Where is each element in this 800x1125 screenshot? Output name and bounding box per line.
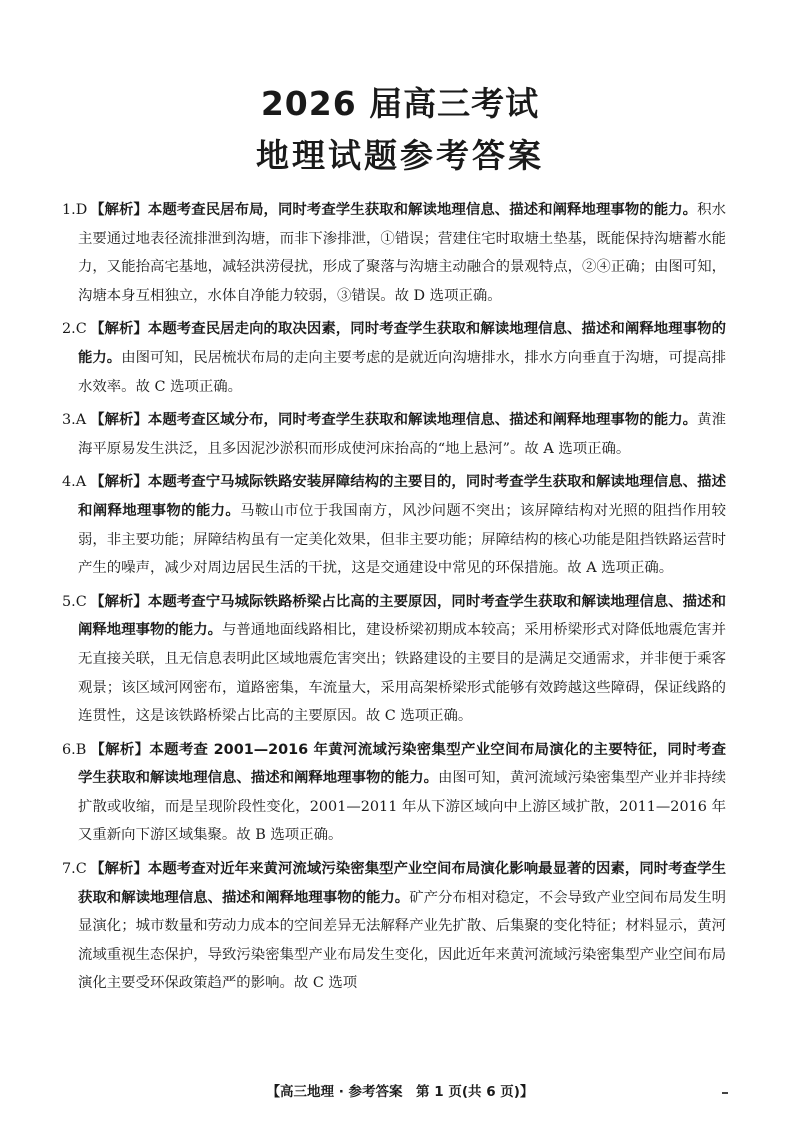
- item-body: 黄淮海平原易发生洪泛，且多因泥沙淤积而形成使河床抬高的“地上悬河”。故 A 选项正确。: [78, 412, 726, 457]
- answer-item: [62, 736, 726, 850]
- item-lead: 本题考查宁马城际铁路桥梁占比高的主要原因，同时考查学生获取和解读地理信息、描述和阐释地理事物的能力。: [78, 593, 726, 639]
- answer-item: [62, 855, 726, 998]
- item-number: 6.B: [62, 741, 87, 758]
- item-answer: C: [75, 321, 87, 338]
- item-body: 与普通地面线路相比，建设桥梁初期成本较高；采用桥梁形式对降低地震危害并无直接关联，且无信息表明此区域地震危害突出；铁路建设的主要目的是满足交通需求，并非便于乘客观景；该区域河网密布，道路密集，车流量大，采用高架桥梁形式能够有效跨越这些障碍，保证线路的连贯性，这是该铁路桥梁占比高的主要原因。故 C 选项正确。: [78, 622, 726, 725]
- item-answer: D: [75, 202, 88, 218]
- analysis-tag: 【解析】: [90, 202, 148, 218]
- item-answer: C: [75, 861, 87, 878]
- answer-item: [62, 588, 726, 731]
- page-title-line1: 2026 届高三考试: [260, 84, 540, 123]
- analysis-tag: 【解析】: [90, 741, 150, 758]
- item-number: 4.A: [62, 474, 87, 491]
- analysis-tag: 【解析】: [90, 412, 148, 429]
- answer-item: [62, 406, 726, 463]
- item-answer: B: [75, 741, 87, 758]
- item-number: 7.C: [62, 861, 87, 878]
- item-body: 积水主要通过地表径流排泄到沟塘，而非下渗排泄，①错误；营建住宅时取塘土垫基，既能保持沟塘蓄水能力，又能抬高宅基地，减轻洪涝侵扰，形成了聚落与沟塘主动融合的景观特点，②④正确；由图可知，沟塘本身互相独立，水体自净能力较弱，③错误。故 D 选项正确。: [78, 202, 726, 304]
- analysis-tag: 【解析】: [90, 861, 148, 878]
- item-lead: 本题考查民居走向的取决因素，同时考查学生获取和解读地理信息、描述和阐释地理事物的能力。: [78, 321, 726, 366]
- item-body: 由图可知，民居梳状布局的走向主要考虑的是就近向沟塘排水，排水方向垂直于沟塘，可提高排水效率。故 C 选项正确。: [78, 349, 726, 395]
- page-title-line2: 地理试题参考答案: [256, 136, 544, 175]
- analysis-tag: 【解析】: [90, 474, 148, 491]
- item-lead: 本题考查宁马城际铁路安装屏障结构的主要目的，同时考查学生获取和解读地理信息、描述和阐释地理事物的能力。: [78, 474, 726, 519]
- item-number: 1.D: [62, 202, 88, 218]
- item-number: 5.C: [62, 593, 87, 610]
- item-number: 2.C: [62, 321, 87, 338]
- item-answer: A: [75, 412, 87, 429]
- answer-item: [62, 315, 726, 401]
- item-answer: A: [75, 474, 87, 491]
- item-body: 由图可知，黄河流域污染密集型产业并非持续扩散或收缩，而是呈现阶段性变化，2001—2011 年从下游区域向中上游区域扩散，2011—2016 年又重新向下游区域集聚。故 B 选项正确。: [78, 770, 726, 844]
- answer-item: [62, 468, 726, 582]
- item-body: 马鞍山市位于我国南方，风沙问题不突出；该屏障结构对光照的阻挡作用较弱，非主要功能；屏障结构虽有一定美化效果，但非主要功能；屏障结构的核心功能是阻挡铁路运营时产生的噪声，减少对周边居民生活的干扰，这是交通建设中常见的环保措施。故 A 选项正确。: [78, 502, 726, 577]
- item-lead: 本题考查 2001—2016 年黄河流域污染密集型产业空间布局演化的主要特征，同时考查学生获取和解读地理信息、描述和阐释地理事物的能力。: [78, 741, 726, 787]
- item-lead: 本题考查民居布局，同时考查学生获取和解读地理信息、描述和阐释地理事物的能力。: [147, 202, 698, 218]
- analysis-tag: 【解析】: [90, 321, 148, 338]
- item-lead: 本题考查区域分布，同时考查学生获取和解读地理信息、描述和阐释地理事物的能力。: [147, 412, 698, 429]
- item-lead: 本题考查对近年来黄河流域污染密集型产业空间布局演化影响最显著的因素，同时考查学生获取和解读地理信息、描述和阐释地理事物的能力。: [78, 861, 726, 906]
- answer-item: [62, 196, 726, 310]
- item-answer: C: [75, 593, 87, 610]
- analysis-tag: 【解析】: [90, 593, 148, 610]
- page-mark: [722, 1092, 728, 1094]
- item-body: 矿产分布相对稳定，不会导致产业空间布局发生明显演化；城市数量和劳动力成本的空间差异无法解释产业先扩散、后集聚的变化特征；材料显示，黄河流域重视生态保护，导致污染密集型产业布局发生变化，因此近年来黄河流域污染密集型产业空间布局演化主要受环保政策趋严的影响。故 C 选项: [78, 889, 726, 992]
- page-footer: 【高三地理 · 参考答案 第 1 页(共 6 页)】: [266, 1084, 534, 1100]
- item-number: 3.A: [62, 412, 87, 429]
- answer-list: [62, 196, 726, 1003]
